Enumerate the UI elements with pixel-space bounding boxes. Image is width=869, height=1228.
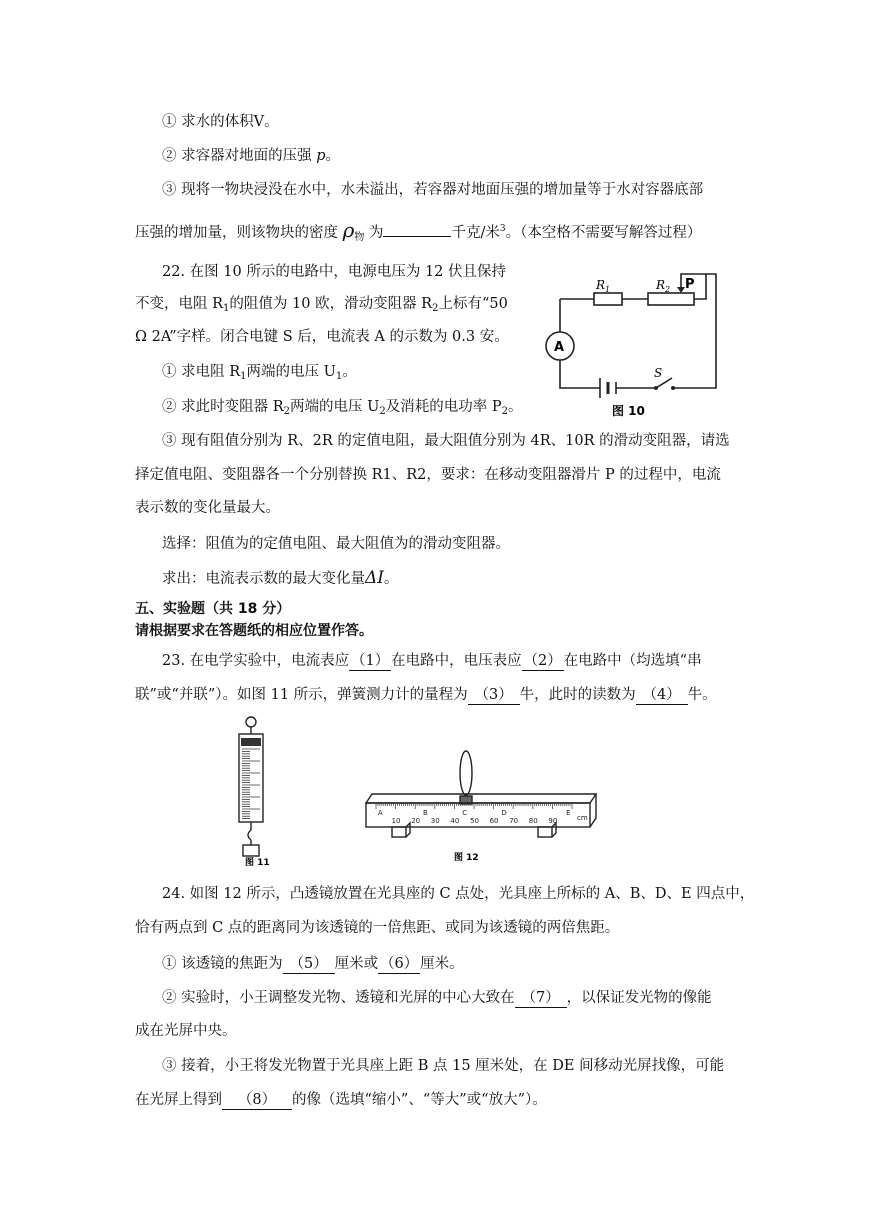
q22-line2: 不变，电阻 $R_1$的阻值为 10 欧，滑动变阻器 $R_2$上标有“50 [135,296,508,314]
q21-part3-line2: 压强的增加量，则该物块的密度 $\rho_物$ 为 千克/米$^3$。（本空格不需要写解答过程） [135,218,702,243]
answer-blank-6[interactable]: （6） [379,956,419,972]
q21-part2: ② 求容器对地面的压强 p。 [162,148,341,164]
q21-part1: ① 求水的体积V。 [162,114,279,130]
svg-text:图 10: 图 10 [612,404,645,418]
q24-part2-line2: 成在光屏中央。 [135,1023,237,1039]
q22-line3: Ω 2A”字样。闭合电键 S 后，电流表 A 的示数为 0.3 安。 [135,329,509,345]
ruler-number: 40 [450,817,460,825]
answer-blank-density[interactable] [383,236,451,237]
q23-line1: 23. 在电学实验中，电流表应 （1） 在电路中，电压表应 （2） 在电路中（均选填“串 [162,653,702,669]
answer-blank-8[interactable]: （8） [222,1091,292,1110]
svg-text:A: A [554,340,565,355]
q22-part3-line3: 表示数的变化量最大。 [135,500,280,516]
q24-line1: 24. 如图 12 所示，凸透镜放置在光具座的 C 点处，光具座上所标的 A、B、D、E 四点中， [162,886,755,902]
q22-part3-line1: ③ 现有阻值分别为 R、2R 的定值电阻，最大阻值分别为 4R、10R 的滑动变阻器，请选 [162,433,730,449]
q22-part2: ② 求此时变阻器 $R_2$两端的电压 $U_2$及消耗的电功率 $P_2$。 [162,399,523,417]
svg-text:图 11: 图 11 [245,858,270,867]
delta-i-symbol: ΔI [365,568,384,588]
q24-part3-line1: ③ 接着，小王将发光物置于光具座上距 B 点 15 厘米处，在 DE 间移动光屏找像，可能 [162,1058,725,1074]
answer-blank-5[interactable]: （5） [283,955,335,974]
ruler-number: 10 [391,817,401,825]
q22-part3-line2: 择定值电阻、变阻器各一个分别替换 R1、R2，要求：在移动变阻器滑片 P 的过程中，电流 [135,467,721,483]
ruler-number: 50 [470,817,479,825]
svg-text:R1: $R_1$ [596,278,611,294]
q24-part1: ① 该透镜的焦距为 （5） 厘米或 （6） 厘米。 [162,956,464,972]
ruler-number: 90 [548,817,558,825]
ruler-number: 60 [489,817,499,825]
q22-select: 选择：阻值为的定值电阻、最大阻值为的滑动变阻器。 [162,536,510,552]
q22-compute: 求出：电流表示数的最大变化量ΔI。 [162,568,399,588]
section-5-title: 五、实验题（共 18 分） [135,601,291,617]
ruler-number: 20 [411,817,421,825]
figure-11-spring-scale [226,712,276,867]
q21-part3-line1: ③ 现将一物块浸没在水中，水未溢出，若容器对地面压强的增加量等于水对容器底部 [162,182,704,198]
q22-line1: 22. 在图 10 所示的电路中，电源电压为 12 伏且保持 [162,264,507,280]
figure-12-optical-bench [362,748,612,866]
ruler-number: 80 [528,817,538,825]
rho-symbol: ρ [342,218,355,242]
answer-blank-3[interactable]: （3） [468,686,520,705]
bench-point-label: A [377,809,383,817]
answer-blank-7[interactable]: （7） [515,989,567,1008]
figure-10-circuit [538,264,748,422]
svg-text:R2: $R_2$ [656,278,671,294]
bench-point-label: E [566,809,571,817]
answer-blank-1[interactable]: （1） [351,653,390,669]
q24-line2: 恰有两点到 C 点的距离同为该透镜的一倍焦距、或同为该透镜的两倍焦距。 [135,920,620,936]
answer-blank-4[interactable]: （4） [636,686,688,705]
ruler-number: 70 [509,817,519,825]
q23-line2: 联”或“并联”）。如图 11 所示，弹簧测力计的量程为 （3） 牛，此时的读数为 （4） 牛。 [135,687,717,703]
ruler-unit: cm [577,814,588,822]
ruler-number: 30 [430,817,440,825]
q24-part2-line1: ② 实验时，小王调整发光物、透镜和光屏的中心大致在 （7） ，以保证发光物的像能 [162,990,712,1006]
q24-part3-line2: 在光屏上得到 （8） 的像（选填“缩小”、“等大”或“放大”）。 [135,1092,547,1108]
bench-point-label: C [462,809,468,817]
bench-point-label: D [501,809,507,817]
section-5-note: 请根据要求在答题纸的相应位置作答。 [135,623,373,639]
svg-text:图 12: 图 12 [454,853,479,863]
q22-part1: ① 求电阻 $R_1$两端的电压 $U_1$。 [162,364,357,382]
bench-point-label: B [423,809,428,817]
svg-text:P: P [685,277,695,292]
svg-text:S: S [654,366,663,380]
answer-blank-2[interactable]: （2） [523,653,562,669]
